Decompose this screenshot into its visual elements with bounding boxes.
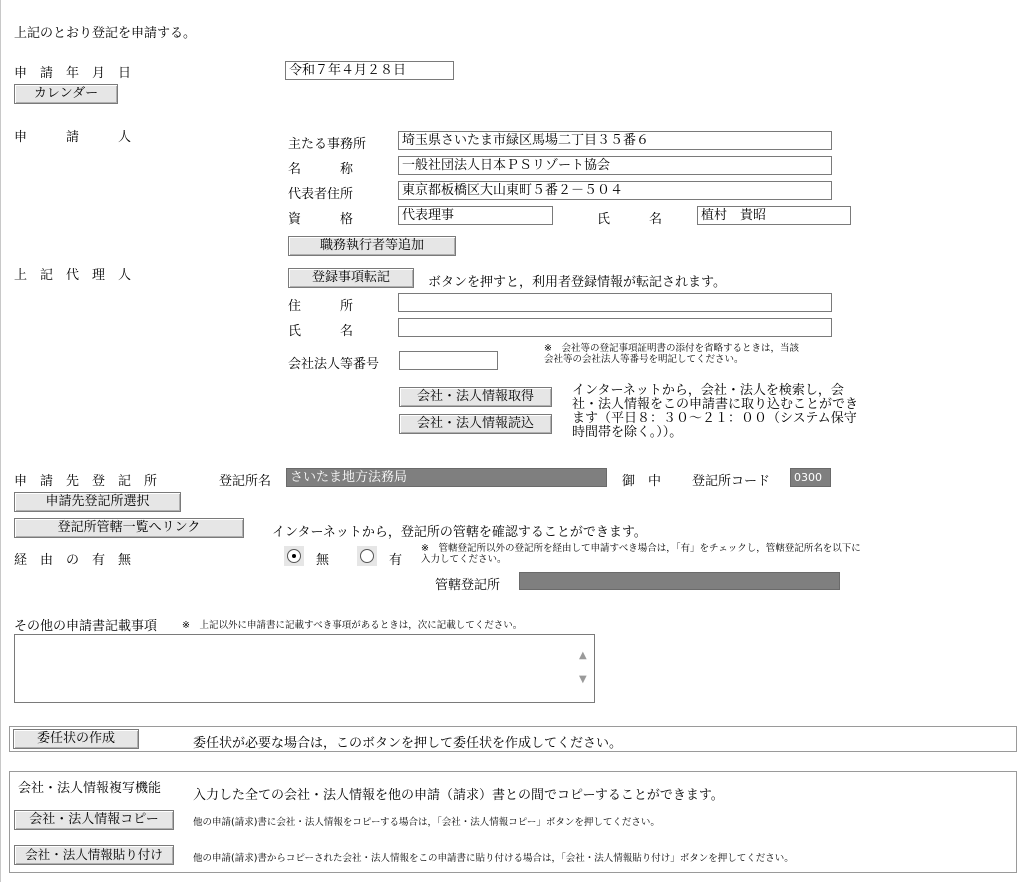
person-name-label: 氏 名 bbox=[597, 212, 663, 227]
radio-circle-icon bbox=[360, 549, 374, 563]
jurisdiction-link-button[interactable]: 登記所管轄一覧へリンク bbox=[14, 518, 244, 538]
other-matters-textarea[interactable] bbox=[14, 634, 595, 703]
add-executor-button[interactable]: 職務執行者等追加 bbox=[288, 236, 456, 256]
via-note: ※ 管轄登記所以外の登記所を経由して申請すべき場合は，「有」をチェックし，管轄登記所名を以下に入力してください。 bbox=[421, 543, 861, 565]
calendar-button[interactable]: カレンダー bbox=[14, 84, 118, 104]
corp-number-note: ※ 会社等の登記事項証明書の添付を省略するときは，当該会社等の会社法人等番号を明記してください。 bbox=[544, 343, 799, 365]
via-yes-radio[interactable] bbox=[357, 546, 377, 566]
corp-number-label: 会社法人等番号 bbox=[288, 357, 380, 372]
copy-function-title: 会社・法人情報複写機能 bbox=[18, 781, 162, 796]
application-date-input[interactable]: 令和７年４月２８日 bbox=[285, 61, 454, 80]
other-matters-label: その他の申請書記載事項 bbox=[14, 619, 158, 634]
scroll-down-icon[interactable]: ▼ bbox=[579, 674, 587, 685]
copy-corp-info-button[interactable]: 会社・法人情報コピー bbox=[14, 810, 174, 830]
qualification-label: 資 格 bbox=[288, 212, 354, 227]
rep-address-input[interactable]: 東京都板橋区大山東町５番２－５０４ bbox=[398, 181, 832, 200]
intro-text: 上記のとおり登記を申請する。 bbox=[14, 26, 197, 41]
agent-label: 上 記 代 理 人 bbox=[14, 268, 132, 283]
agent-address-input[interactable] bbox=[398, 293, 832, 312]
scrollbar[interactable] bbox=[577, 636, 593, 701]
via-no-radio[interactable] bbox=[284, 546, 304, 566]
applicant-label: 申 請 人 bbox=[14, 130, 132, 145]
via-label: 経 由 の 有 無 bbox=[14, 553, 132, 568]
corp-name-input[interactable]: 一般社団法人日本ＰＳリゾート協会 bbox=[398, 156, 832, 175]
qualification-input[interactable]: 代表理事 bbox=[398, 206, 553, 225]
create-power-of-attorney-button[interactable]: 委任状の作成 bbox=[13, 729, 139, 749]
radio-dot-icon bbox=[292, 554, 296, 558]
other-matters-note: ※ 上記以外に申請書に記載すべき事項があるときは，次に記載してください。 bbox=[182, 620, 523, 631]
agent-address-label: 住 所 bbox=[288, 299, 354, 314]
person-name-input[interactable]: 植村 貴昭 bbox=[697, 206, 851, 225]
left-border bbox=[0, 0, 1, 882]
jurisdiction-office-label: 管轄登記所 bbox=[435, 578, 501, 593]
corp-name-label: 名 称 bbox=[288, 162, 354, 177]
registry-label: 申 請 先 登 記 所 bbox=[14, 474, 158, 489]
via-yes-label: 有 bbox=[389, 553, 403, 568]
paste-corp-info-note: 他の申請(請求)書からコピーされた会社・法人情報をこの申請書に貼り付ける場合は，「会社・法人情報貼り付け」ボタンを押してください。 bbox=[193, 853, 794, 864]
registry-code-label: 登記所コード bbox=[692, 474, 771, 489]
scroll-up-icon[interactable]: ▲ bbox=[579, 650, 587, 661]
jurisdiction-note: インターネットから，登記所の管轄を確認することができます。 bbox=[272, 525, 647, 540]
via-no-label: 無 bbox=[316, 553, 330, 568]
select-registry-button[interactable]: 申請先登記所選択 bbox=[14, 492, 181, 512]
jurisdiction-office-input[interactable] bbox=[519, 572, 840, 590]
power-of-attorney-note: 委任状が必要な場合は，このボタンを押して委任状を作成してください。 bbox=[193, 736, 623, 751]
get-corp-info-button[interactable]: 会社・法人情報取得 bbox=[399, 387, 552, 407]
copy-corp-info-note: 他の申請(請求)書に会社・法人情報をコピーする場合は，「会社・法人情報コピー」ボタンを押してください。 bbox=[193, 817, 660, 828]
office-input[interactable]: 埼玉県さいたま市緑区馬場二丁目３５番６ bbox=[398, 131, 832, 150]
office-label: 主たる事務所 bbox=[288, 137, 367, 152]
registry-name-label: 登記所名 bbox=[219, 474, 272, 489]
registry-name-input[interactable]: さいたま地方法務局 bbox=[286, 468, 607, 487]
transfer-note: ボタンを押すと，利用者登録情報が転記されます。 bbox=[428, 275, 726, 290]
paste-corp-info-button[interactable]: 会社・法人情報貼り付け bbox=[14, 845, 174, 865]
registry-code-input[interactable]: 0300 bbox=[790, 468, 831, 487]
transfer-button[interactable]: 登録事項転記 bbox=[288, 268, 414, 288]
rep-address-label: 代表者住所 bbox=[288, 187, 354, 202]
read-corp-info-button[interactable]: 会社・法人情報読込 bbox=[399, 414, 552, 434]
agent-name-input[interactable] bbox=[398, 318, 832, 337]
application-date-label: 申 請 年 月 日 bbox=[14, 66, 132, 81]
copy-function-desc: 入力した全ての会社・法人情報を他の申請（請求）書との間でコピーすることができます。 bbox=[193, 788, 724, 803]
radio-circle-icon bbox=[287, 549, 301, 563]
corp-number-input[interactable] bbox=[399, 351, 498, 370]
corp-info-note: インターネットから，会社・法人を検索し，会社・法人情報をこの申請書に取り込むことができます（平日８：３０～２１：００（システム保守時間帯を除く。））。 bbox=[572, 383, 859, 440]
onchu-text: 御 中 bbox=[622, 474, 662, 489]
agent-name-label: 氏 名 bbox=[288, 324, 354, 339]
